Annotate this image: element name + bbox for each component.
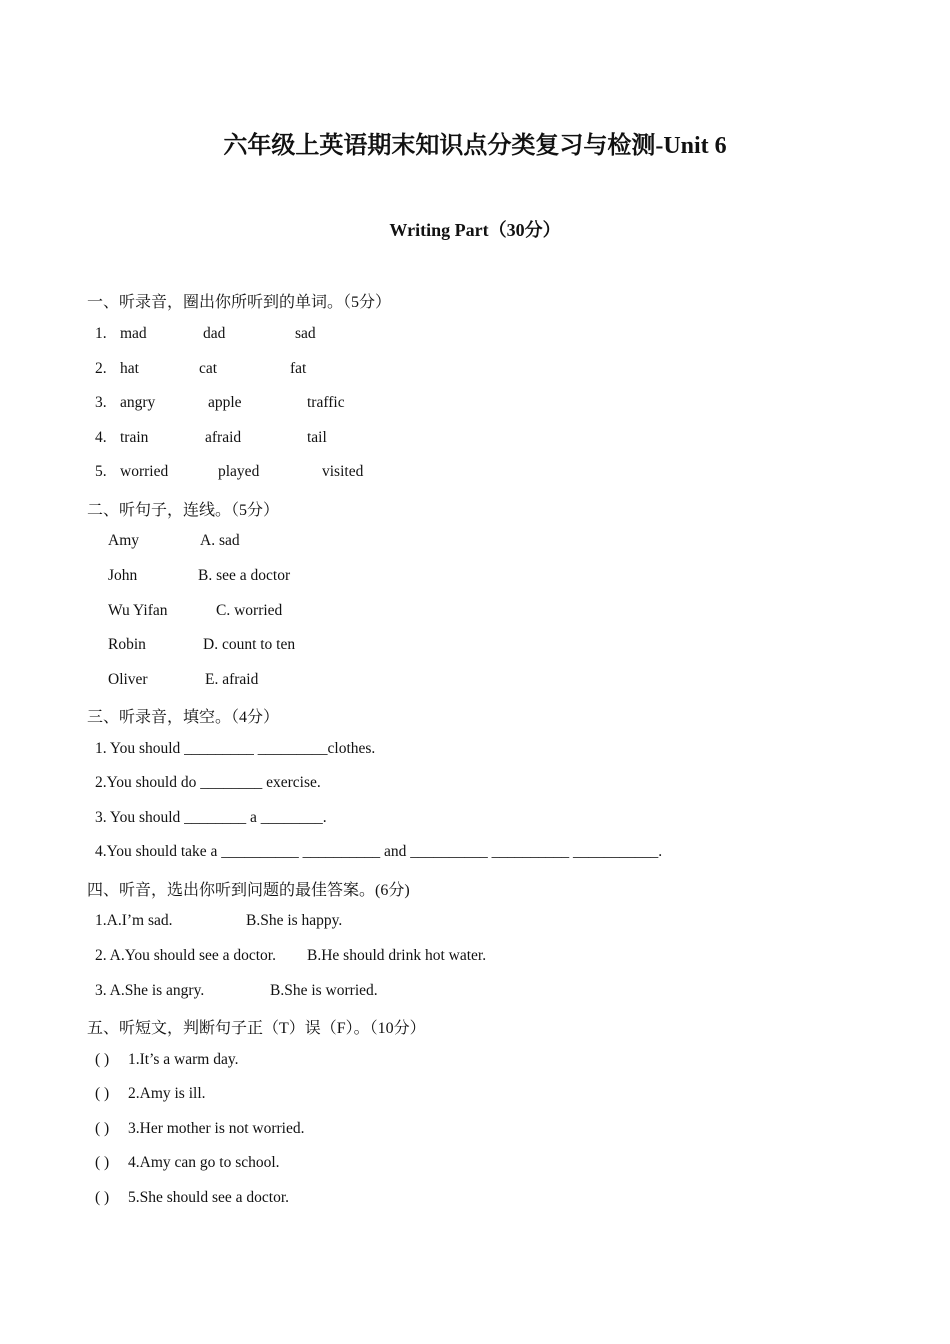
word-option: cat (199, 360, 218, 377)
item-number: 5. (95, 463, 107, 480)
section4-heading: 四、听音，选出你听到问题的最佳答案。(6分) (87, 882, 410, 899)
word-option: mad (120, 325, 147, 342)
match-option: D. count to ten (203, 636, 296, 653)
tf-statement: 3.Her mother is not worried. (128, 1120, 305, 1137)
word-option: worried (120, 463, 169, 480)
item-number: 1. (95, 325, 107, 342)
match-option: B. see a doctor (198, 567, 291, 584)
writing-part-subtitle: Writing Part（30分） (389, 220, 561, 240)
item-number: 3. (95, 394, 107, 411)
match-name: Oliver (108, 671, 148, 688)
answer-paren: ( ) (95, 1189, 110, 1206)
match-name: Robin (108, 636, 146, 653)
section3-heading: 三、听录音，填空。（4分） (87, 709, 280, 726)
word-option: dad (203, 325, 226, 342)
tf-statement: 5.She should see a doctor. (128, 1189, 290, 1206)
item-number: 2. (95, 360, 107, 377)
word-option: angry (120, 394, 156, 411)
answer-option-b: B.She is happy. (246, 912, 343, 929)
answer-paren: ( ) (95, 1154, 110, 1171)
word-option: apple (208, 394, 242, 411)
match-name: John (108, 567, 138, 584)
tf-statement: 2.Amy is ill. (128, 1085, 206, 1102)
tf-statement: 1.It’s a warm day. (128, 1051, 239, 1068)
match-option: C. worried (216, 602, 283, 619)
match-option: E. afraid (205, 671, 259, 688)
page-title: 六年级上英语期末知识点分类复习与检测-Unit 6 (223, 133, 727, 159)
fill-blank-line: 4.You should take a __________ __________ and __________ __________ ___________. (95, 843, 663, 860)
answer-paren: ( ) (95, 1085, 110, 1102)
word-option: traffic (307, 394, 345, 411)
answer-paren: ( ) (95, 1120, 110, 1137)
word-option: tail (307, 429, 327, 446)
word-option: train (120, 429, 149, 446)
answer-option-a: 2. A.You should see a doctor. (95, 947, 276, 964)
word-option: hat (120, 360, 139, 377)
match-name: Wu Yifan (108, 602, 168, 619)
match-name: Amy (108, 532, 139, 549)
answer-option-b: B.He should drink hot water. (307, 947, 487, 964)
match-option: A. sad (200, 532, 240, 549)
word-option: fat (290, 360, 307, 377)
answer-option-a: 3. A.She is angry. (95, 982, 205, 999)
fill-blank-line: 3. You should ________ a ________. (95, 809, 327, 826)
fill-blank-line: 2.You should do ________ exercise. (95, 774, 321, 791)
word-option: visited (322, 463, 364, 480)
word-option: played (218, 463, 260, 480)
answer-option-a: 1.A.I’m sad. (95, 912, 173, 929)
item-number: 4. (95, 429, 107, 446)
tf-statement: 4.Amy can go to school. (128, 1154, 280, 1171)
section1-heading: 一、听录音，圈出你所听到的单词。（5分） (87, 294, 392, 311)
fill-blank-line: 1. You should _________ _________clothes. (95, 740, 376, 757)
answer-option-b: B.She is worried. (270, 982, 378, 999)
answer-paren: ( ) (95, 1051, 110, 1068)
word-option: afraid (205, 429, 242, 446)
section2-heading: 二、听句子，连线。（5分） (87, 502, 280, 519)
section5-heading: 五、听短文，判断句子正（T）误（F）。（10分） (87, 1020, 426, 1037)
word-option: sad (295, 325, 316, 342)
